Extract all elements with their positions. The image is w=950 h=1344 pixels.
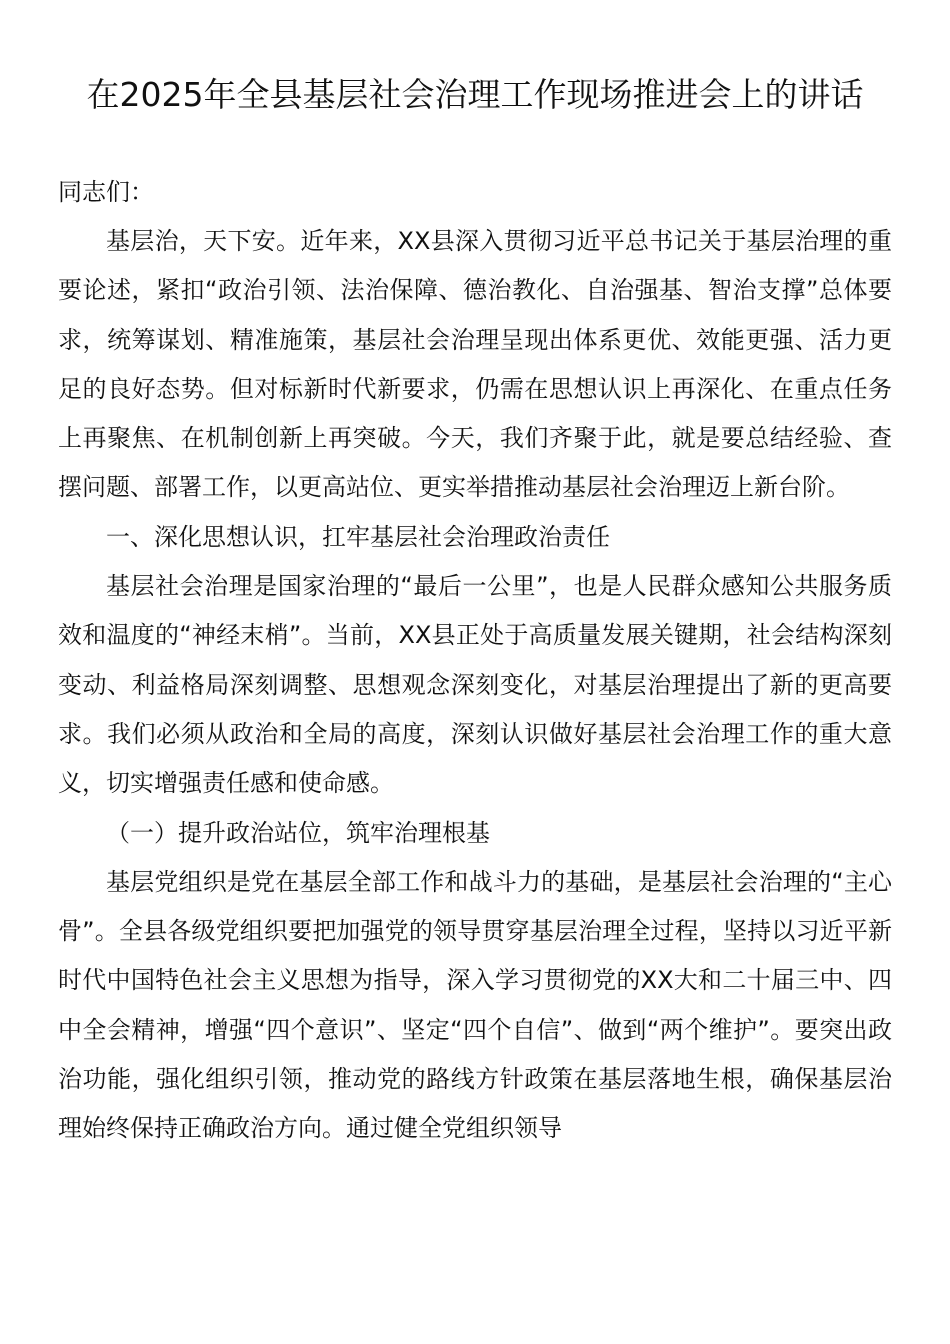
paragraph-section-1: 基层社会治理是国家治理的“最后一公里”，也是人民群众感知公共服务质效和温度的“神经末梢”。当前，XX县正处于高质量发展关键期，社会结构深刻变动、利益格局深刻调整、思想观念深刻变化，对基层治理提出了新的更高要求。我们必须从政治和全局的高度，深刻认识做好基层社会治理工作的重大意义，切实增强责任感和使命感。 xyxy=(58,572,892,798)
section-heading-1: 一、深化思想认识，扛牢基层社会治理政治责任 xyxy=(106,522,610,551)
salutation: 同志们： xyxy=(58,178,154,206)
paragraph-intro: 基层治，天下安。近年来，XX县深入贯彻习近平总书记关于基层治理的重要论述，紧扣“政治引领、法治保障、德治教化、自治强基、智治支撑”总体要求，统筹谋划、精准施策，基层社会治理呈现出体系更优、效能更强、活力更足的良好态势。但对标新时代新要求，仍需在思想认识上再深化、在重点任务上再聚焦、在机制创新上再突破。今天，我们齐聚于此，就是要总结经验、查摆问题、部署工作，以更高站位、更实举措推动基层社会治理迈上新台阶。 xyxy=(58,227,892,502)
paragraph-subsection-1: 基层党组织是党在基层全部工作和战斗力的基础，是基层社会治理的“主心骨”。全县各级党组织要把加强党的领导贯穿基层治理全过程，坚持以习近平新时代中国特色社会主义思想为指导，深入学习贯彻党的XX大和二十届三中、四中全会精神，增强“四个意识”、坚定“四个自信”、做到“两个维护”。要突出政治功能，强化组织引领，推动党的路线方针政策在基层落地生根，确保基层治理始终保持正确政治方向。通过健全党组织领导 xyxy=(58,867,892,1143)
document-title: 在2025年全县基层社会治理工作现场推进会上的讲话 xyxy=(86,75,864,114)
subsection-heading-1: （一）提升政治站位，筑牢治理根基 xyxy=(106,818,490,847)
